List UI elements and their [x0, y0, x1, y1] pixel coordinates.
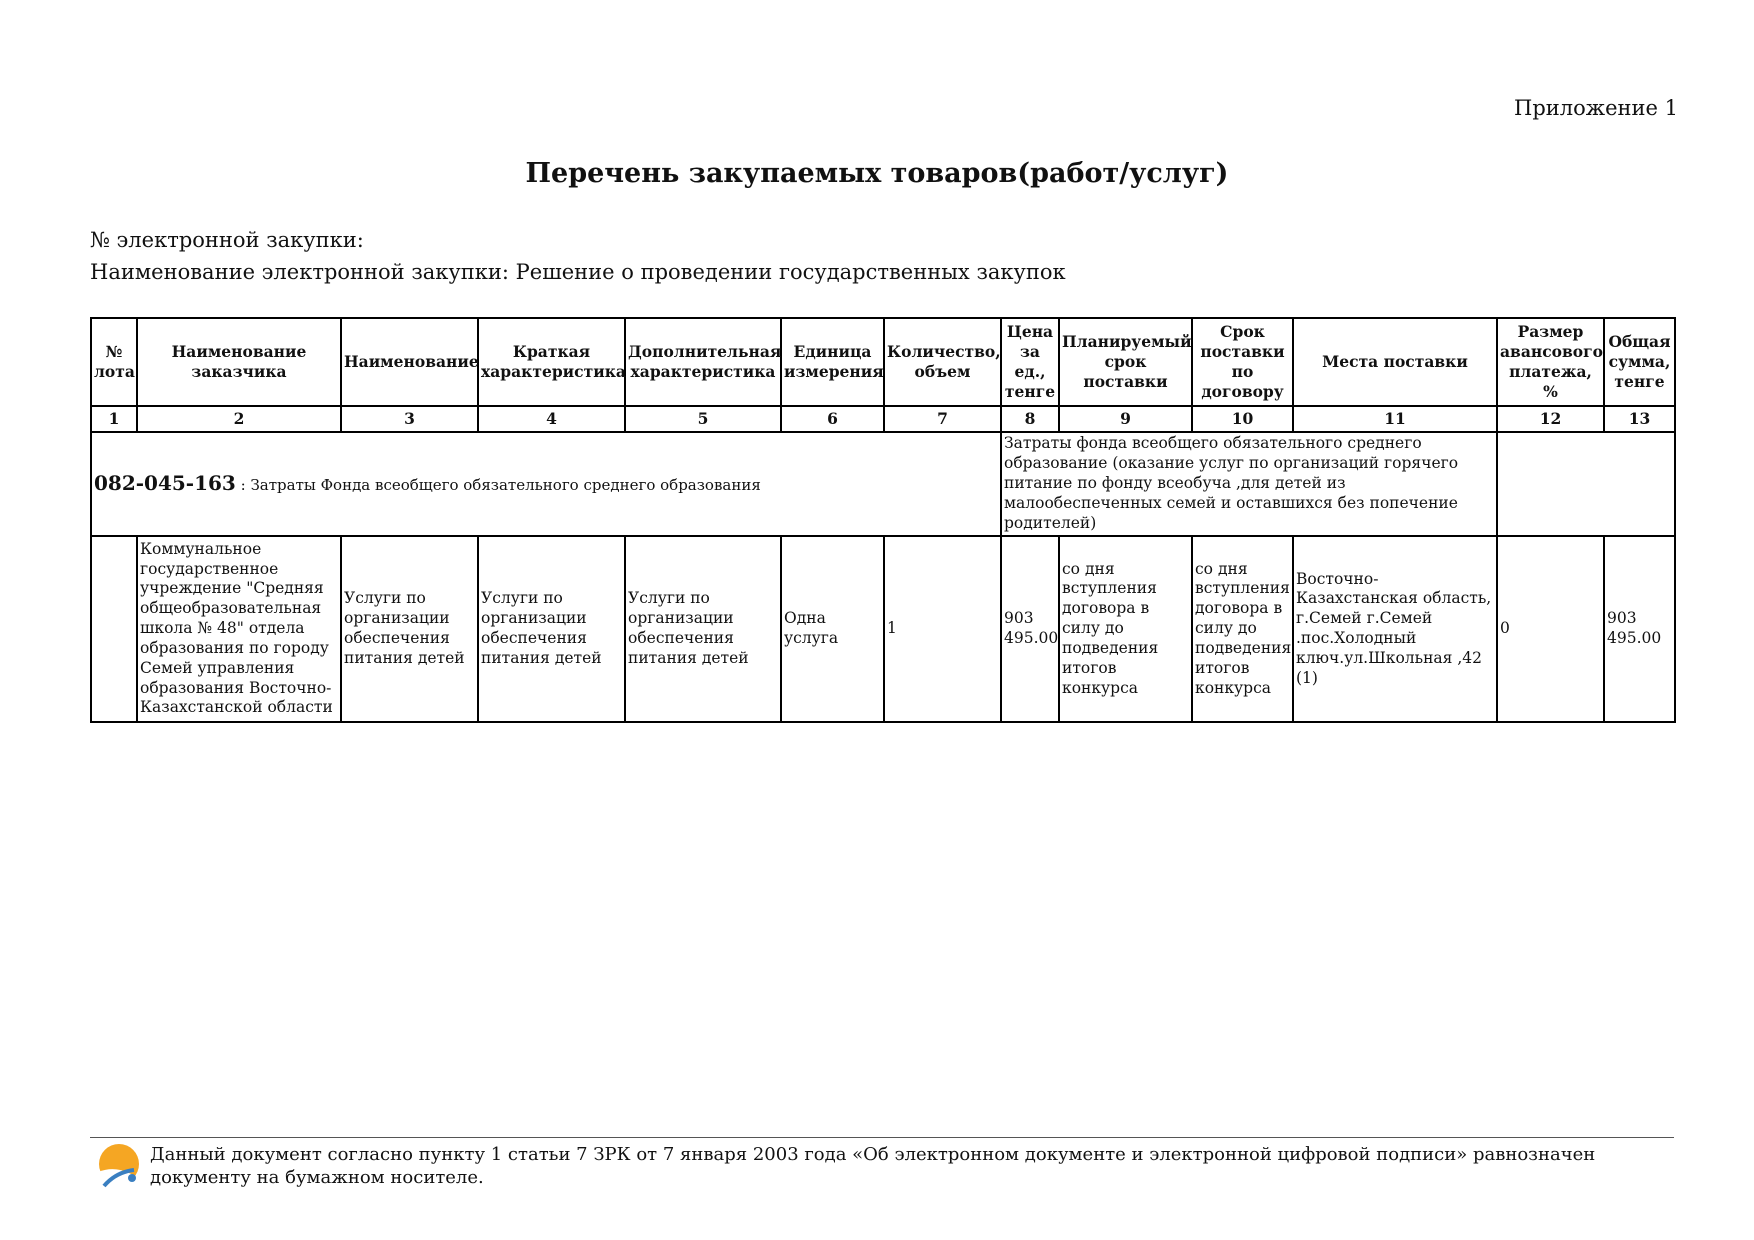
column-number: 8	[1001, 406, 1059, 432]
document-title: Перечень закупаемых товаров(работ/услуг)	[525, 158, 1229, 189]
column-number: 1	[91, 406, 137, 432]
column-header: Наименование	[341, 318, 478, 406]
cell-advance-payment: 0	[1497, 536, 1604, 722]
column-header: Цена за ед., тенге	[1001, 318, 1059, 406]
cell-total: 903 495.00	[1604, 536, 1675, 722]
cell-customer: Коммунальное государственное учреждение "Средняя общеобразовательная школа № 48" отдела образования по городу Семей управления образования Восточно-Казахстанской области	[137, 536, 341, 722]
footer-divider	[90, 1137, 1674, 1138]
column-header: Планируемый срок поставки	[1059, 318, 1192, 406]
column-header: Размер авансового платежа, %	[1497, 318, 1604, 406]
cell-additional-characteristic: Услуги по организации обеспечения питания детей	[625, 536, 781, 722]
cell-planned-delivery: со дня вступления договора в силу до подведения итогов конкурса	[1059, 536, 1192, 722]
lot-code: 082-045-163	[94, 471, 236, 496]
cell-unit: Одна услуга	[781, 536, 884, 722]
column-number: 7	[884, 406, 1001, 432]
procurement-name: Наименование электронной закупки: Решение о проведении государственных закупок	[90, 260, 1066, 284]
table-header-row	[91, 318, 1675, 406]
column-header: Единица измерения	[781, 318, 884, 406]
column-number: 4	[478, 406, 625, 432]
column-number: 13	[1604, 406, 1675, 432]
column-header: Дополнительная характеристика	[625, 318, 781, 406]
cell-lot-number	[91, 536, 137, 722]
column-number: 6	[781, 406, 884, 432]
column-number: 12	[1497, 406, 1604, 432]
lot-description: Затраты фонда всеобщего обязательного среднего образование (оказание услуг по организаций горячего питание по фонду всеобуча ,для детей из малообеспеченных семей и оставшихся без попечение родителей)	[1001, 432, 1497, 536]
column-header: Наименование заказчика	[137, 318, 341, 406]
cell-contract-delivery: со дня вступления договора в силу до подведения итогов конкурса	[1192, 536, 1293, 722]
column-header: Общая сумма, тенге	[1604, 318, 1675, 406]
cell-unit-price: 903 495.00	[1001, 536, 1059, 722]
cell-name: Услуги по организации обеспечения питания детей	[341, 536, 478, 722]
appendix-label: Приложение 1	[1514, 96, 1678, 120]
egov-logo-icon	[94, 1142, 142, 1192]
goods-table	[90, 317, 1676, 723]
column-number: 2	[137, 406, 341, 432]
column-number: 9	[1059, 406, 1192, 432]
table-row	[91, 536, 1675, 722]
lot-row	[91, 432, 1675, 536]
procurement-number-label: № электронной закупки:	[90, 228, 364, 252]
column-number: 3	[341, 406, 478, 432]
lot-empty-cell	[1497, 432, 1675, 536]
column-header: Срок поставки по договору	[1192, 318, 1293, 406]
column-header: Краткая характеристика	[478, 318, 625, 406]
column-number: 10	[1192, 406, 1293, 432]
column-header: Места поставки	[1293, 318, 1497, 406]
footer-notice: Данный документ согласно пункту 1 статьи 7 ЗРК от 7 января 2003 года «Об электронном документе и электронной цифровой подписи» равнозначен документу на бумажном носителе.	[150, 1144, 1596, 1189]
column-number-row	[91, 406, 1675, 432]
lot-title-cell	[91, 432, 1001, 536]
lot-title: : Затраты Фонда всеобщего обязательного среднего образования	[235, 476, 761, 495]
cell-delivery-place: Восточно-Казахстанская область, г.Семей г.Семей .пос.Холодный ключ.ул.Школьная ,42 (1)	[1293, 536, 1497, 722]
cell-short-characteristic: Услуги по организации обеспечения питания детей	[478, 536, 625, 722]
column-header: Количество, объем	[884, 318, 1001, 406]
cell-quantity: 1	[884, 536, 1001, 722]
column-number: 11	[1293, 406, 1497, 432]
column-header: № лота	[91, 318, 137, 406]
column-number: 5	[625, 406, 781, 432]
